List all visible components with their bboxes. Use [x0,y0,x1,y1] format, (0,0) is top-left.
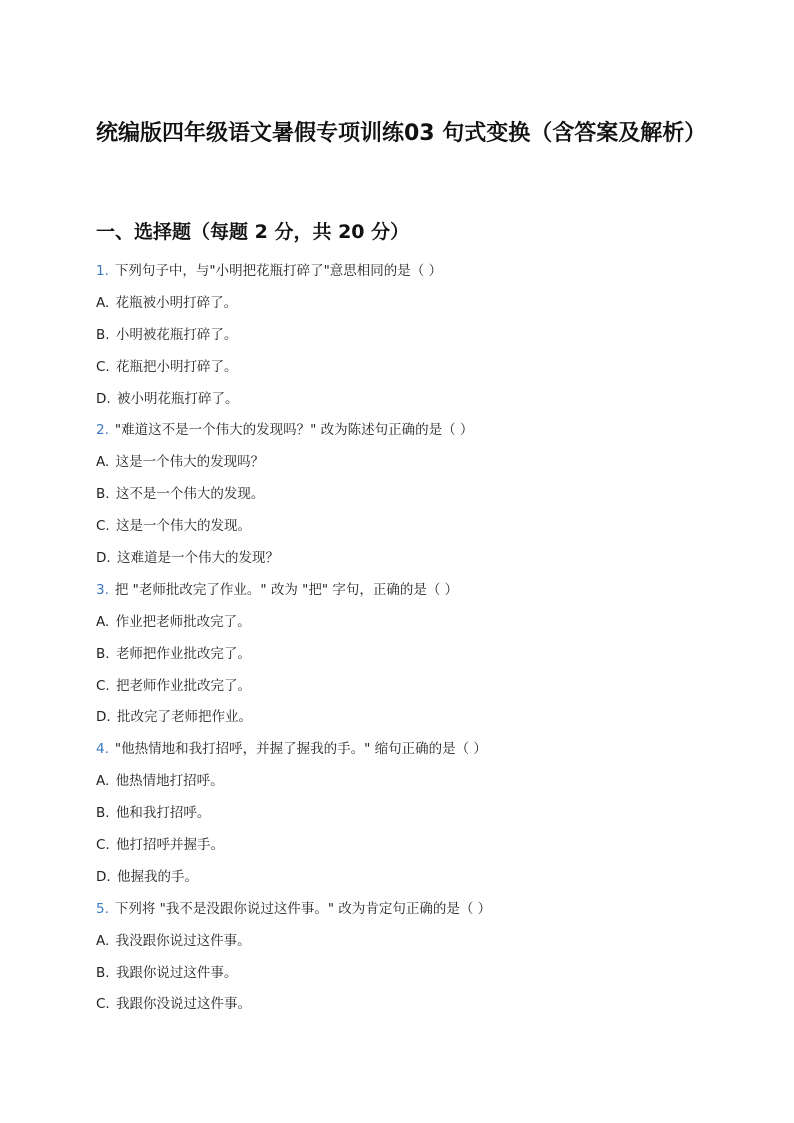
option-text: 被小明花瓶打碎了。 [116,390,239,407]
option-label: D. [96,709,111,726]
option-label: D. [96,390,111,407]
answer-option [96,798,716,830]
option-label: A. [96,932,110,949]
answer-option [96,862,716,894]
option-label: C. [96,837,110,854]
answer-option [96,352,716,384]
option-label: D. [96,550,111,567]
option-label: B. [96,805,110,822]
option-label: C. [96,996,110,1013]
question-text: 下列句子中，与"小明把花瓶打碎了"意思相同的是（ ） [114,263,443,279]
option-label: C. [96,677,110,694]
question-number: 5. [96,900,109,917]
question-text: "他热情地和我打招呼，并握了握我的手。" 缩句正确的是（ ） [114,741,487,758]
option-text: 花瓶被小明打碎了。 [115,294,238,311]
option-text: 我没跟你说过这件事。 [115,932,251,949]
option-text: 这难道是一个伟大的发现？ [116,550,279,567]
answer-option [96,671,716,703]
document-title: 统编版四年级语文暑假专项训练03 句式变换（含答案及解析） [96,121,707,146]
answer-option [96,479,716,511]
option-label: B. [96,645,110,662]
option-text: 我跟你说过这件事。 [115,964,238,981]
question-number: 3. [96,581,109,598]
option-text: 老师把作业批改完了。 [115,645,251,662]
question-number: 4. [96,741,109,758]
option-text: 我跟你没说过这件事。 [116,996,252,1013]
option-text: 小明被花瓶打碎了。 [115,326,238,343]
option-text: 这不是一个伟大的发现。 [115,486,265,503]
section-heading: 一、选择题（每题 2 分，共 20 分） [96,221,410,243]
question-stem [96,256,716,288]
question-number: 2. [96,422,109,439]
answer-option [96,384,716,416]
option-label: B. [96,486,110,503]
question-text: 下列将 "我不是没跟你说过这件事。" 改为肯定句正确的是（ ） [114,900,492,917]
answer-option [96,511,716,543]
option-text: 作业把老师批改完了。 [115,613,251,630]
question-text: "难道这不是一个伟大的发现吗？" 改为陈述句正确的是（ ） [114,422,474,439]
option-label: D. [96,868,111,885]
option-text: 花瓶把小明打碎了。 [116,358,238,375]
question-list [96,256,716,1021]
answer-option [96,447,716,479]
answer-option [96,958,716,990]
option-text: 他握我的手。 [116,868,198,885]
option-text: 这是一个伟大的发现。 [116,518,252,535]
option-label: A. [96,294,110,311]
option-label: C. [96,358,110,375]
answer-option [96,766,716,798]
question-stem [96,575,716,607]
answer-option [96,288,716,320]
question-text: 把 "老师批改完了作业。" 改为 "把" 字句，正确的是（ ） [114,581,459,598]
answer-option [96,320,716,352]
option-text: 他打招呼并握手。 [116,837,225,854]
answer-option [96,607,716,639]
option-label: A. [96,613,110,630]
answer-option [96,926,716,958]
question-stem [96,415,716,447]
answer-option [96,639,716,671]
answer-option [96,989,716,1021]
option-text: 他和我打招呼。 [115,805,211,822]
option-text: 他热情地打招呼。 [115,773,224,790]
option-label: A. [96,454,110,471]
question-number: 1. [96,263,109,279]
option-text: 把老师作业批改完了。 [116,677,252,694]
option-label: C. [96,518,110,535]
answer-option [96,543,716,575]
option-label: B. [96,326,110,343]
option-text: 批改完了老师把作业。 [116,709,252,726]
question-stem [96,894,716,926]
answer-option [96,830,716,862]
option-text: 这是一个伟大的发现吗？ [115,454,265,471]
answer-option [96,702,716,734]
option-label: A. [96,773,110,790]
option-label: B. [96,964,110,981]
question-stem [96,734,716,766]
